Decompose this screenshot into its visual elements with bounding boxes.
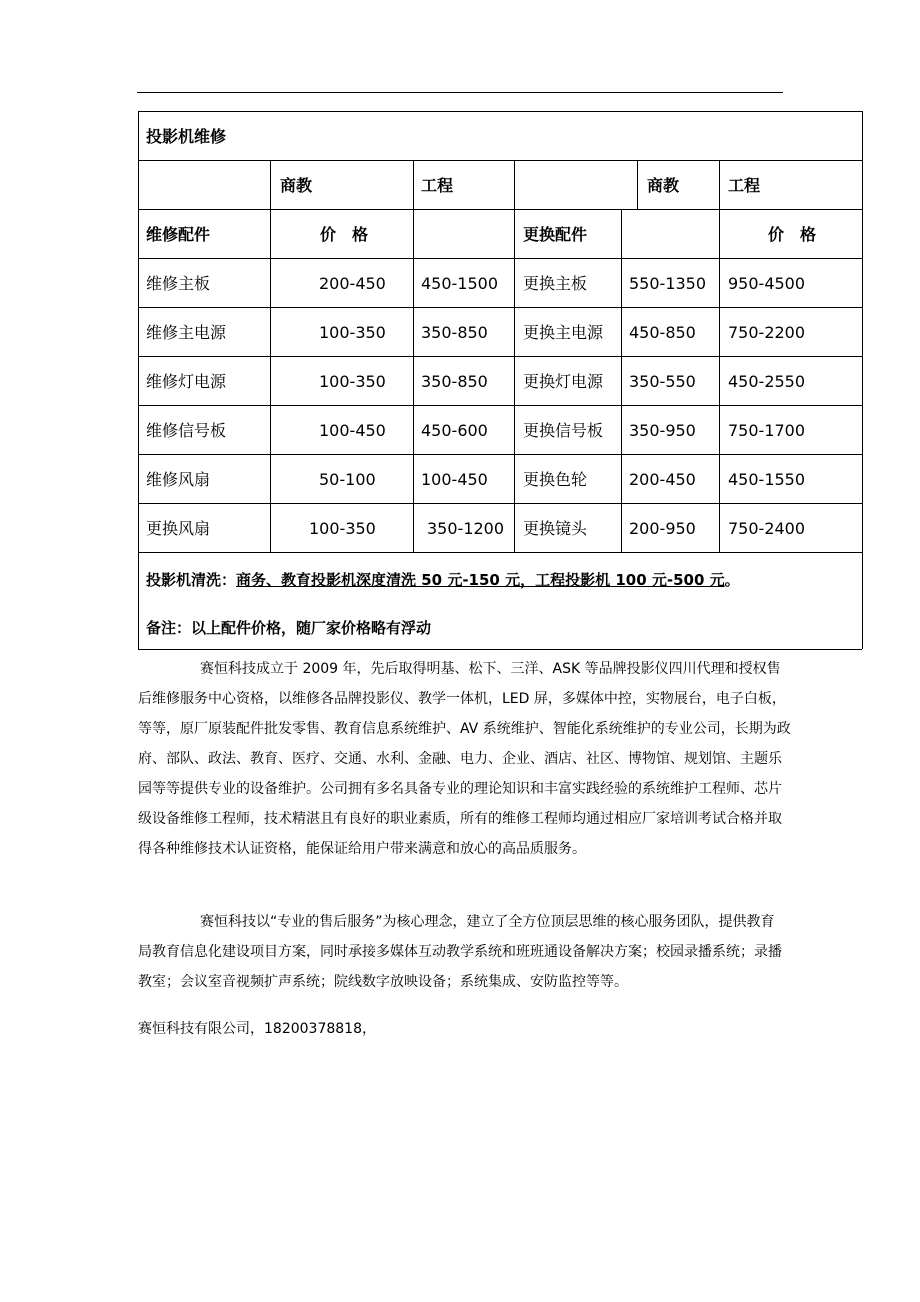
company-contact: 赛恒科技有限公司，18200378818， [138,1021,376,1037]
row-price: 350-550 [629,372,696,391]
row-price: 750-2200 [728,323,806,342]
header-shangjiao-left: 商教 [280,176,313,195]
row-price: 100-450 [319,421,386,440]
row-price: 350-950 [629,421,696,440]
remark-note: 备注：以上配件价格，随厂家价格略有浮动 [146,619,432,637]
row-part: 更换主电源 [523,323,604,342]
row-price: 50-100 [319,470,376,489]
row-price: 450-1550 [728,470,806,489]
row-price: 100-450 [421,470,488,489]
header-repair-parts: 维修配件 [146,225,211,244]
cleaning-end: 。 [724,571,740,589]
header-gongcheng-left: 工程 [421,176,454,195]
cleaning-label: 投影机清洗： [146,571,237,589]
row-price: 950-4500 [728,274,806,293]
cleaning-text: 商务、教育投影机深度清洗 50 元-150 元，工程投影机 100 元-500 元 [236,571,725,589]
paragraph-line: 园等等提供专业的设备维护。公司拥有多名具备专业的理论知识和丰富实践经验的系统维护工程师、芯片 [138,781,782,797]
paragraph-line: 后维修服务中心资格，以维修各品牌投影仪、教学一体机，LED 屏，多媒体中控，实物展台，电子白板， [138,691,786,707]
row-price: 550-1350 [629,274,707,293]
row-part: 维修主板 [146,274,211,293]
header-shangjiao-right: 商教 [647,176,680,195]
row-price: 100-350 [319,323,386,342]
row-price: 750-2400 [728,519,806,538]
row-part: 维修灯电源 [146,372,227,391]
row-price: 350-1200 [427,519,505,538]
table-title: 投影机维修 [146,127,227,146]
row-price: 100-350 [309,519,376,538]
header-gongcheng-right: 工程 [728,176,761,195]
row-part: 更换主板 [523,274,588,293]
row-price: 450-2550 [728,372,806,391]
paragraph-line: 局教育信息化建设项目方案，同时承接多媒体互动教学系统和班班通设备解决方案；校园录播系统；录播 [138,944,782,960]
row-price: 200-950 [629,519,696,538]
row-part: 更换色轮 [523,470,588,489]
row-price: 350-850 [421,323,488,342]
row-price: 350-850 [421,372,488,391]
row-part: 更换风扇 [146,519,211,538]
row-price: 750-1700 [728,421,806,440]
row-price: 100-350 [319,372,386,391]
paragraph-line: 赛恒科技成立于 2009 年，先后取得明基、松下、三洋、ASK 等品牌投影仪四川代理和授权售 [200,661,781,677]
row-price: 450-1500 [421,274,499,293]
row-price: 200-450 [629,470,696,489]
row-part: 更换信号板 [523,421,604,440]
paragraph-line: 府、部队、政法、教育、医疗、交通、水利、金融、电力、企业、酒店、社区、博物馆、规划馆、主题乐 [138,751,782,767]
row-part: 维修主电源 [146,323,227,342]
header-replace-parts: 更换配件 [523,225,588,244]
header-price-left: 价 格 [320,225,369,244]
paragraph-line: 得各种维修技术认证资格，能保证给用户带来满意和放心的高品质服务。 [138,841,586,857]
cleaning-note [146,569,740,590]
paragraph-line: 教室；会议室音视频扩声系统；院线数字放映设备；系统集成、安防监控等等。 [138,974,628,990]
row-price: 200-450 [319,274,386,293]
paragraph-line: 级设备维修工程师，技术精湛且有良好的职业素质，所有的维修工程师均通过相应厂家培训考试合格并取 [138,811,782,827]
company-intro-paragraph [138,654,791,864]
paragraph-line: 赛恒科技以“专业的售后服务”为核心理念，建立了全方位顶层思维的核心服务团队，提供教育 [200,914,775,930]
paragraph-line: 等等，原厂原装配件批发零售、教育信息系统维护、AV 系统维护、智能化系统维护的专业公司，长期为政 [138,721,791,737]
header-price-right: 价 格 [768,225,817,244]
row-part: 更换镜头 [523,519,588,538]
service-paragraph [138,907,783,997]
row-part: 维修信号板 [146,421,227,440]
row-part: 维修风扇 [146,470,211,489]
row-price: 450-850 [629,323,696,342]
row-price: 450-600 [421,421,488,440]
row-part: 更换灯电源 [523,372,604,391]
